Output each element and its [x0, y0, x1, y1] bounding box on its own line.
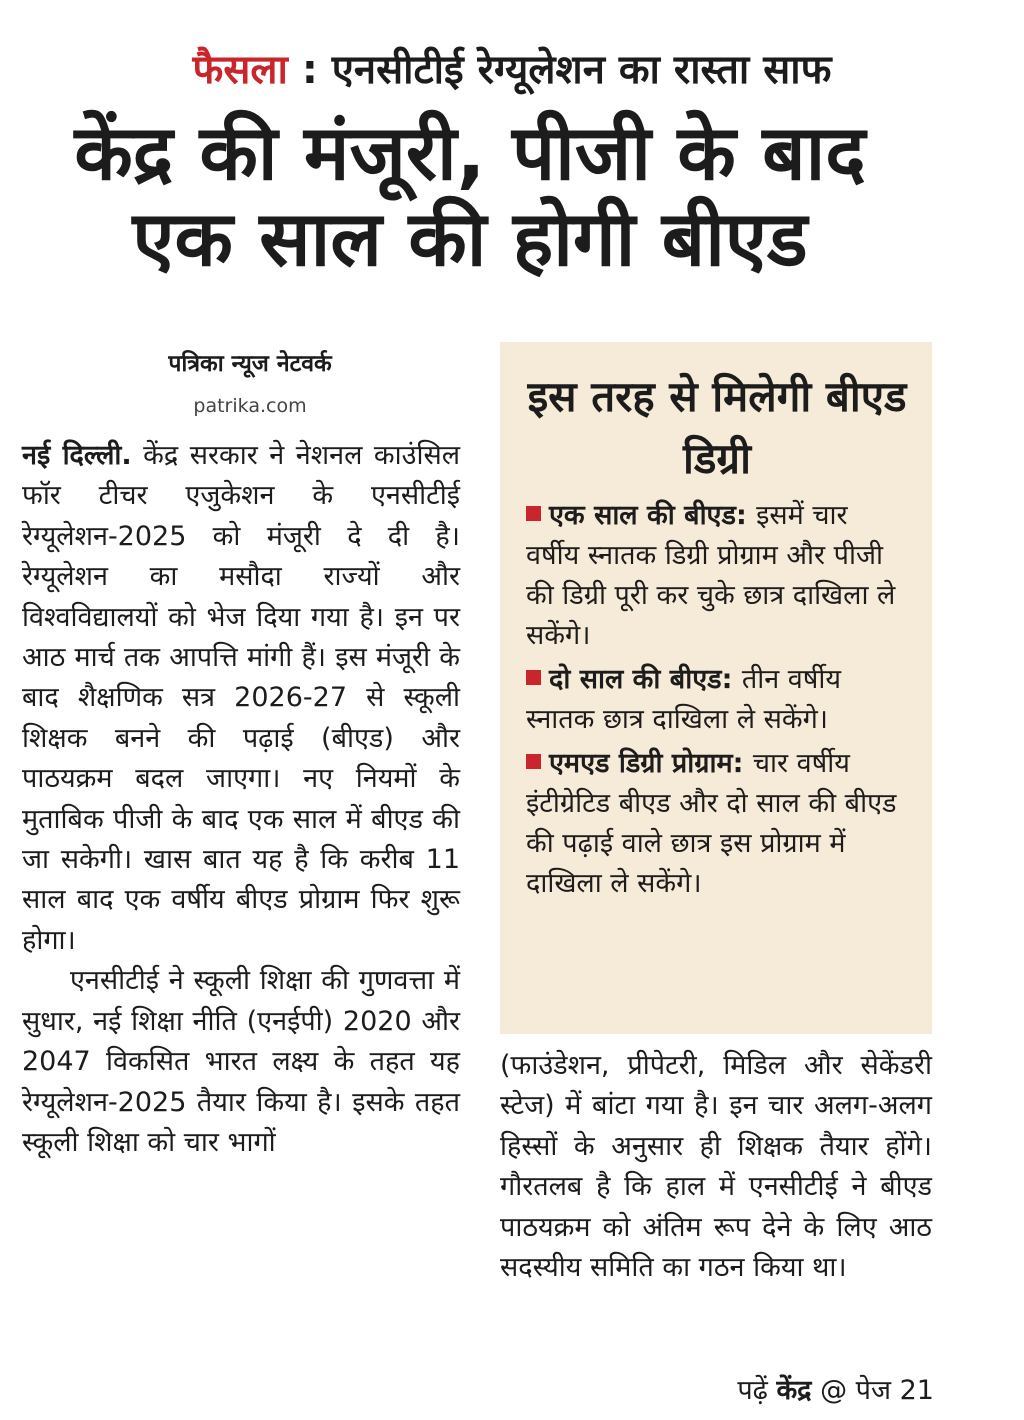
headline: केंद्र की मंजूरी, पीजी के बाद एक साल की होगी बीएड	[74, 108, 866, 283]
kicker-separator: :	[287, 47, 332, 93]
story-paragraph-2: एनसीटीई ने स्कूली शिक्षा की गुणवत्ता में सुधार, नई शिक्षा नीति (एनईपी) 2020 और 2047 विकसित भारत लक्ष्य के तहत यह रेग्यूलेशन-2025 तैयार किया है। इसके तहत स्कूली शिक्षा को चार भागों	[22, 965, 460, 1158]
byline-network: पत्रिका न्यूज नेटवर्क	[168, 351, 332, 377]
sidebar-item-text: इसमें चार वर्षीय स्नातक डिग्री प्रोग्राम और पीजी की डिग्री पूरी कर चुके छात्र दाखिला ले सकेंगे।	[526, 500, 896, 651]
kicker	[0, 40, 1024, 100]
dateline: नई दिल्ली.	[22, 440, 132, 471]
sidebar-item-heading: दो साल की बीएड	[549, 664, 722, 695]
kicker-text: एनसीटीई रेग्यूलेशन का रास्ता साफ	[331, 47, 832, 93]
jump-prefix: पढ़ें	[737, 1375, 777, 1406]
sidebar-box	[500, 342, 932, 1034]
red-square-bullet-icon	[526, 506, 541, 521]
red-square-bullet-icon	[526, 754, 541, 769]
story-left-column	[22, 436, 460, 1163]
paragraph-1-text: केंद्र सरकार ने नेशनल काउंसिल फॉर टीचर एजुकेशन के एनसीटीई रेग्यूलेशन-2025 को मंजूरी दे दी है। रेग्यूलेशन का मसौदा राज्यों और विश्वविद्यालयों को भेज दिया गया है। इन पर आठ मार्च तक आपत्ति मांगी हैं। इस मंजूरी के बाद शैक्षणिक सत्र 2026-27 से स्कूली शिक्षक बनने की पढ़ाई (बीएड) और पाठयक्रम बदल जाएगा। नए नियमों के मुताबिक पीजी के बाद एक साल में बीएड की जा सकेगी। खास बात यह है कि करीब 11 साल बाद एक वर्षीय बीएड प्रोग्राम फिर शुरू होगा।	[22, 440, 460, 956]
sidebar-title: इस तरह से मिलेगी बीएड डिग्री	[527, 372, 907, 483]
jump-section: केंद्र	[776, 1375, 812, 1406]
sidebar-item-med-program	[526, 744, 908, 904]
sidebar-item-text: तीन वर्षीय स्नातक छात्र दाखिला ले सकेंगे।	[526, 664, 842, 735]
kicker-label: फैसला	[192, 47, 288, 93]
sidebar-item-one-year-bed	[526, 496, 908, 656]
sidebar-item-separator: :	[735, 500, 757, 531]
jump-page-ref: @ पेज 21	[811, 1375, 934, 1406]
story-continuation: (फाउंडेशन, प्रीपेटरी, मिडिल और सेकेंडरी स्टेज) में बांटा गया है। इन चार अलग-अलग हिस्सों के अनुसार ही शिक्षक तैयार होंगे। गौरतलब है कि हाल में एनसीटीई ने बीएड पाठयक्रम को अंतिम रूप देने के लिए आठ सदस्यीय समिति का गठन किया था।	[500, 1050, 932, 1284]
sidebar-item-heading: एमएड डिग्री प्रोग्राम	[549, 748, 733, 779]
story-right-column	[500, 1046, 932, 1288]
sidebar-item-heading: एक साल की बीएड	[549, 500, 736, 531]
sidebar-item-two-year-bed	[526, 660, 908, 740]
jump-line[interactable]	[690, 1373, 934, 1409]
sidebar-item-text: चार वर्षीय इंटीग्रेटिड बीएड और दो साल की बीएड की पढ़ाई वाले छात्र इस प्रोग्राम में दाखिला ले सकेंगे।	[526, 748, 897, 899]
red-square-bullet-icon	[526, 670, 541, 685]
byline-website: patrika.com	[193, 395, 307, 417]
sidebar-item-separator: :	[721, 664, 742, 695]
story-paragraph-1	[22, 436, 460, 961]
sidebar-item-separator: :	[732, 748, 753, 779]
